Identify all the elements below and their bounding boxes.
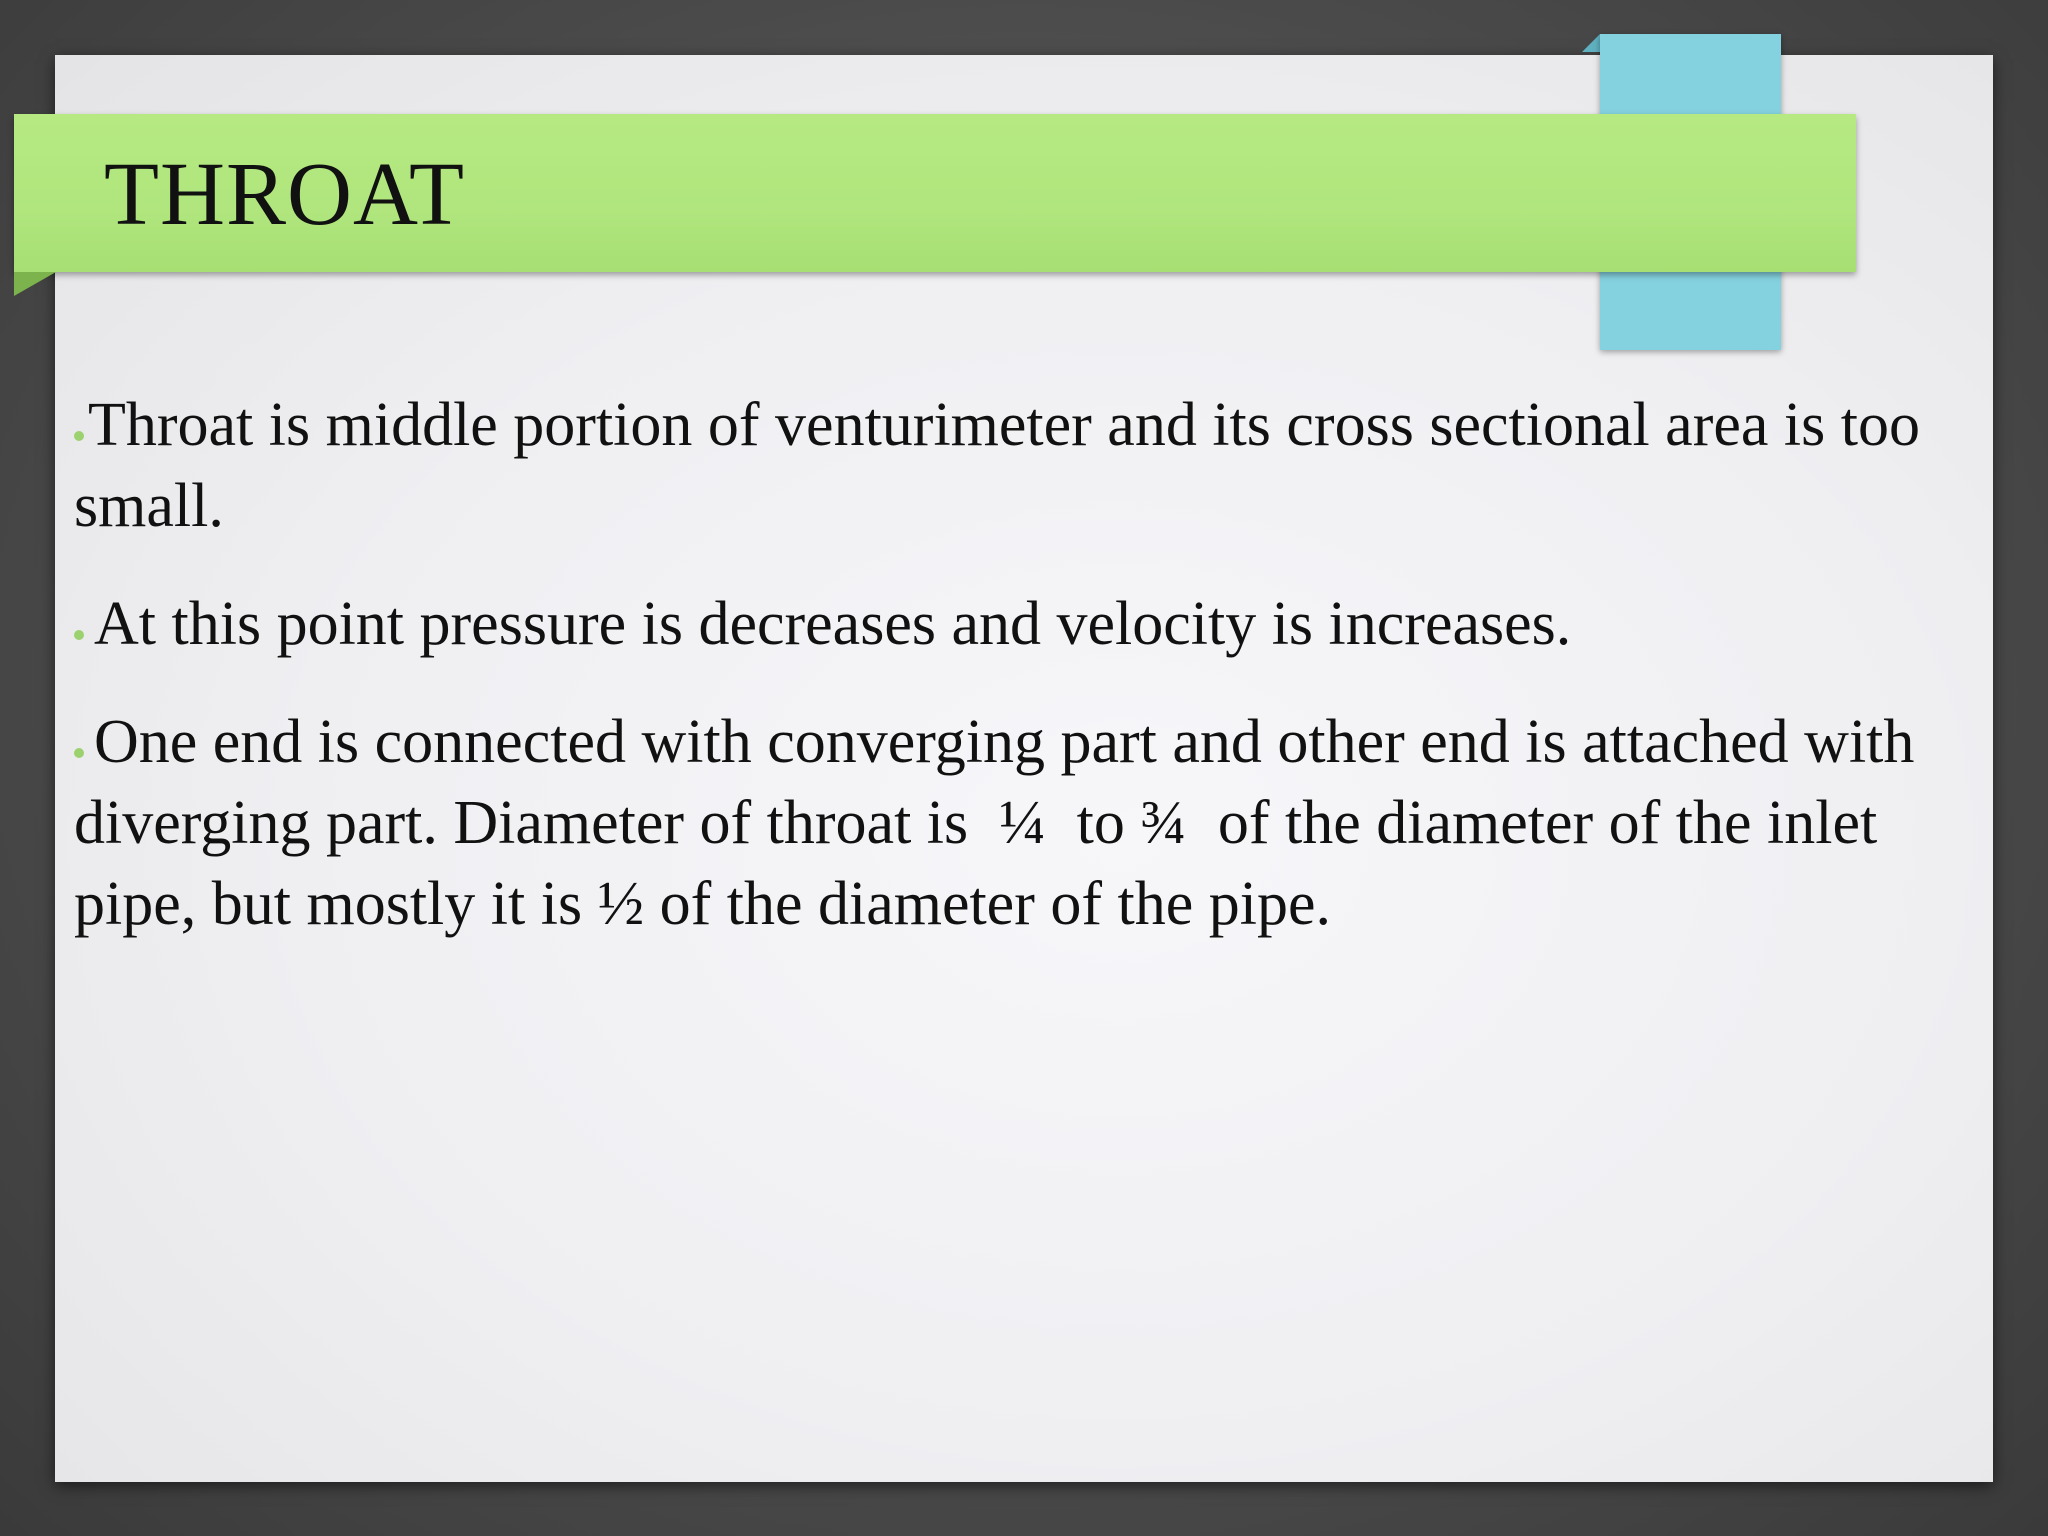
bullet-item [74, 385, 1934, 547]
banner-fold-decoration [14, 272, 56, 296]
bullet-dot-icon [74, 630, 84, 640]
tab-fold-decoration [1582, 34, 1600, 52]
slide-title: THROAT [104, 145, 465, 244]
slide-body [74, 385, 1934, 982]
bullet-text: Throat is middle portion of venturimeter and its cross sectional area is too small. [74, 391, 1920, 540]
bullet-text: At this point pressure is decreases and velocity is increases. [94, 590, 1572, 658]
bullet-dot-icon [74, 431, 84, 441]
bullet-dot-icon [74, 748, 84, 758]
bullet-item [74, 584, 1934, 665]
bullet-text: One end is connected with converging part and other end is attached with diverging part. Diameter of throat is ¼ to ¾ of the diameter of the inlet pipe, but mostly it is ½ of the diameter of the pipe. [74, 708, 1930, 938]
bullet-item [74, 702, 1934, 945]
